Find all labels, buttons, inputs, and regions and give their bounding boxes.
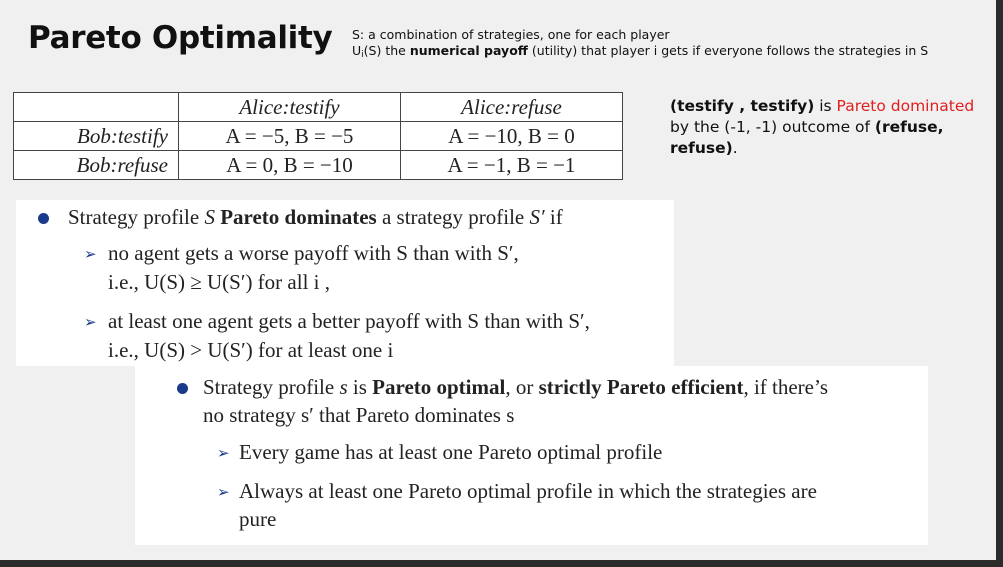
- table-row: [14, 151, 623, 180]
- col-header-alice-testify: Alice:testify: [179, 93, 401, 122]
- payoff-cell: A = −5, B = −5: [179, 122, 401, 151]
- sub-bullet-text: Always at least one Pareto optimal profile in which the strategies are: [239, 479, 817, 503]
- arrow-bullet-icon: ➢: [217, 444, 230, 462]
- sub-bullet-text: Every game has at least one Pareto optimal profile: [239, 440, 663, 464]
- pareto-note: (testify , testify) is Pareto dominated by the (-1, -1) outcome of (refuse, refuse).: [670, 97, 975, 157]
- payoff-cell: A = −10, B = 0: [401, 122, 623, 151]
- sub-bullet-text: no agent gets a worse payoff with S than with S′,: [108, 241, 519, 265]
- pareto-optimal-box: [135, 366, 928, 545]
- optimal-bullet: Strategy profile s is Pareto optimal, or strictly Pareto efficient, if there’s: [203, 375, 828, 399]
- payoff-table: [13, 92, 623, 180]
- payoff-cell: A = 0, B = −10: [179, 151, 401, 180]
- arrow-bullet-icon: ➢: [84, 313, 97, 331]
- payoff-cell: A = −1, B = −1: [401, 151, 623, 180]
- dominance-bullet: Strategy profile S Pareto dominates a strategy profile S′ if: [68, 205, 563, 229]
- s-definition: S: a combination of strategies, one for each player: [352, 27, 670, 42]
- col-header-alice-refuse: Alice:refuse: [401, 93, 623, 122]
- arrow-bullet-icon: ➢: [217, 483, 230, 501]
- row-header-bob-testify: Bob:testify: [14, 122, 179, 151]
- bullet-icon: [38, 213, 49, 224]
- row-header-bob-refuse: Bob:refuse: [14, 151, 179, 180]
- corner-cell: [14, 93, 179, 122]
- table-header-row: [14, 93, 623, 122]
- slide-title: Pareto Optimality: [28, 20, 333, 56]
- table-row: [14, 122, 623, 151]
- sub-bullet-text: at least one agent gets a better payoff with S than with S′,: [108, 309, 590, 333]
- sub-bullet-text: i.e., U(S) > U(S′) for at least one i: [108, 338, 394, 362]
- u-definition: Ui(S) the numerical payoff (utility) that player i gets if everyone follows the strategies in S: [352, 43, 929, 60]
- sub-bullet-text: i.e., U(S) ≥ U(S′) for all i ,: [108, 270, 330, 294]
- bullet-icon: [177, 383, 188, 394]
- sub-bullet-text: pure: [239, 507, 277, 531]
- arrow-bullet-icon: ➢: [84, 245, 97, 263]
- definitions: [352, 27, 928, 63]
- optimal-bullet-line2: no strategy s′ that Pareto dominates s: [203, 403, 515, 427]
- pareto-dominance-box: [16, 200, 674, 366]
